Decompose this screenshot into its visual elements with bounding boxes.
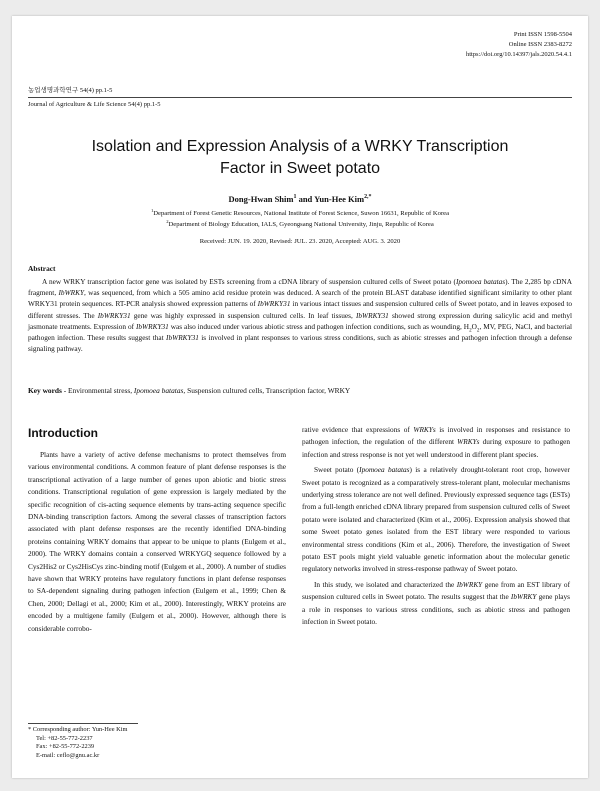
author-line — [32, 194, 568, 204]
title-line-2: Factor in Sweet potato — [219, 160, 381, 177]
corresponding-author: * Corresponding author: Yun-Hee Kim — [28, 726, 128, 733]
abstract-text: ). The 2,285 bp cDNA fragment, — [28, 277, 572, 298]
abstract-subscript: 2 — [476, 327, 480, 334]
body-italic: IbWRKY — [456, 579, 483, 589]
footnote-tel: Tel: +82-55-772-2237 — [36, 734, 93, 742]
body-italic: WRKYs — [457, 437, 480, 447]
abstract-italic: IbWRKY31 — [355, 310, 389, 320]
footnote — [28, 726, 128, 760]
body-text: In this study, we isolated and characterized the — [314, 579, 457, 589]
paper-page — [12, 16, 588, 778]
abstract-text: O — [471, 321, 477, 331]
footnote-fax: Fax: +82-55-772-2239 — [36, 743, 95, 751]
abstract-text: showed strong expression during salicylic acid and methyl jasmonate treatments. Expression of — [28, 310, 572, 331]
author-and: and — [296, 194, 315, 204]
abstract-italic: IbWRKY31 — [135, 321, 169, 331]
print-issn: Print ISSN 1598-5504 — [513, 31, 572, 38]
author-2-sup: 2,* — [364, 194, 372, 201]
abstract-text: A new WRKY transcription factor gene was isolated by ESTs screening from a cDNA library of suspension cultured cells of Sweet potato ( — [42, 277, 456, 286]
body-italic: Ipomoea batatas — [359, 465, 410, 475]
abstract-text: , was sequenced, from which a 505 amino acid residue protein was deduced. A search of the protein BLAST database identified significant similarity to other plant WRKY31 protein sequences. RT-PCR analysis showed expression patterns of — [28, 288, 572, 309]
left-column — [28, 449, 286, 635]
affiliation-1-sup: 1 — [150, 207, 154, 213]
abstract-body — [28, 276, 572, 354]
abstract-italic: IbWRKY31 — [166, 333, 199, 343]
author-2: Yun-Hee Kim — [314, 194, 365, 204]
intro-paragraph-4 — [302, 579, 570, 629]
body-italic: IbWRKY — [510, 592, 537, 602]
abstract-italic: IbWRKY — [58, 288, 85, 298]
body-text: Sweet potato ( — [314, 465, 360, 475]
affiliation-2-text: Department of Biology Education, IALS, Gyeongsang National University, Jinju, Republic of Korea — [168, 220, 434, 228]
affiliation-1 — [32, 209, 568, 220]
footnote-email[interactable]: E-mail: ceflo@gnu.ac.kr — [36, 751, 100, 759]
affiliation-1-text: Department of Forest Genetic Resources, National Institute of Forest Science, Suwon 16631, Republic of Korea — [153, 210, 450, 217]
body-text: is involved in responses and resistance to pathogen infection, the regulation of the different — [302, 425, 570, 447]
affiliation-2-sup: 2 — [166, 218, 169, 224]
header-rule — [28, 97, 572, 98]
body-text: gene from an EST library of suspension cultured cells in Sweet potato. The results suggest that the — [302, 579, 570, 602]
journal-english: Journal of Agriculture & Life Science 54(4) pp.1-5 — [28, 101, 161, 108]
author-1: Dong-Hwan Shim — [228, 194, 294, 204]
keywords-label: Key words — [28, 386, 62, 395]
keywords — [28, 386, 572, 395]
abstract-text: was also induced under various abiotic stress and pathogen infection conditions, such as wounding, H — [168, 321, 470, 331]
introduction-heading: Introduction — [28, 426, 98, 440]
doi-link[interactable]: https://doi.org/10.14397/jals.2020.54.4.1 — [465, 51, 572, 58]
abstract-text: is involved in plant responses to various stress conditions, such as abiotic stresses and pathogen infection through a defense signaling pathway. — [28, 333, 572, 354]
body-italic: WRKYs — [413, 425, 436, 434]
body-text: rative evidence that expressions of — [302, 425, 414, 434]
journal-korean: 농업생명과학연구 54(4) pp.1-5 — [28, 87, 113, 94]
keywords-text: , Suspension cultured cells, Transcription factor, WRKY — [183, 386, 351, 395]
abstract-italic: Ipomoea batatas — [455, 277, 506, 286]
abstract-text: in various intact tissues and suspension cultured cells of Sweet potato, and in leaves exposed to different stresses. The — [28, 299, 572, 320]
abstract-subscript: 2 — [469, 327, 472, 334]
online-issn: Online ISSN 2383-8272 — [508, 41, 572, 48]
abstract-heading: Abstract — [28, 264, 56, 273]
abstract-italic: IbWRKY31 — [257, 299, 291, 309]
received-dates: Received: JUN. 19. 2020, Revised: JUL. 23. 2020, Accepted: AUG. 3. 2020 — [199, 238, 401, 245]
keywords-text: - Environmental stress, — [61, 386, 134, 395]
keywords-italic: Ipomoea batatas — [133, 386, 184, 395]
intro-paragraph-3 — [302, 464, 570, 576]
affiliations — [32, 209, 568, 230]
intro-paragraph-2 — [302, 424, 570, 461]
intro-paragraph-1: Plants have a variety of active defense mechanisms to protect themselves from various environmental conditions. A common feature of plant defense responses is the transcriptional activation of a large number of genes upon abiotic and biotic stress conditions. Transcriptional regulation of gene expression is largely mediated by the specific recognition of cis-acting sequence elements by trans-acting sequence specific DNA-binding transcription factors. Among the several classes of transcription factors associated with plant defense responses are the recently identified DNA-binding proteins containing WRKY domains that appear to be unique to plants (Eulgem et al., 2000). The WRKY domains contain a conserved WRKYGQ sequence followed by a Cys2His2 or Cys2HisCys zinc-binding motif (Eulgem et al., 2000). A number of studies have shown that WRKY proteins have regulatory functions in plant defense responses to SA-dependent signaling during pathogen infection (Eulgem et al., 1999; Chen & Chen, 2000; Dellagi et al., 2000; Kim et al., 2000). Interestingly, WRKY proteins are encoded by a multigene family (Eulgem et al., 2000). However, although there is considerable corrobo- — [28, 450, 286, 633]
footnote-rule — [28, 723, 138, 724]
body-text: gene plays a role in responses to various stress conditions, such as abiotic stress and pathogen infection in Sweet potato. — [302, 592, 570, 627]
issn-block — [372, 30, 572, 60]
right-column — [302, 424, 570, 629]
author-1-sup: 1 — [293, 194, 297, 201]
paper-title — [32, 136, 568, 180]
abstract-text: , MV, PEG, NaCl, and bacterial pathogen infection. These results suggest that — [28, 321, 572, 343]
body-text: ) is a relatively drought-tolerant root crop, however Sweet potato is recognized as a comparatively stress-tolerant plant, molecular mechanisms underlying stress tolerance are not well defined. Previously expressed sequence tags (ESTs) from a full-length enriched cDNA library prepared from suspension cultured cells of Sweet potato were isolated and characterized (Kim et al., 2006). Expression analysis showed that some Sweet potato genes isolated from the EST library were responded to various environmental stress conditions (Kim et al., 2006). Therefore, the investigation of Sweet potato EST pools might yield valuable genetic information about the molecular genetic regulatory networks involved in stress-response pathway of Sweet potato. — [302, 465, 570, 574]
body-text: during exposure to pathogen infection and stress response is not yet well understood in different plant species. — [302, 437, 570, 459]
title-line-1: Isolation and Expression Analysis of a WRKY Transcription — [91, 138, 509, 155]
abstract-italic: IbWRKY31 — [97, 310, 131, 320]
affiliation-2 — [32, 220, 568, 231]
abstract-text: gene was highly expressed in suspension cultured cells. In leaf tissues, — [130, 310, 356, 320]
